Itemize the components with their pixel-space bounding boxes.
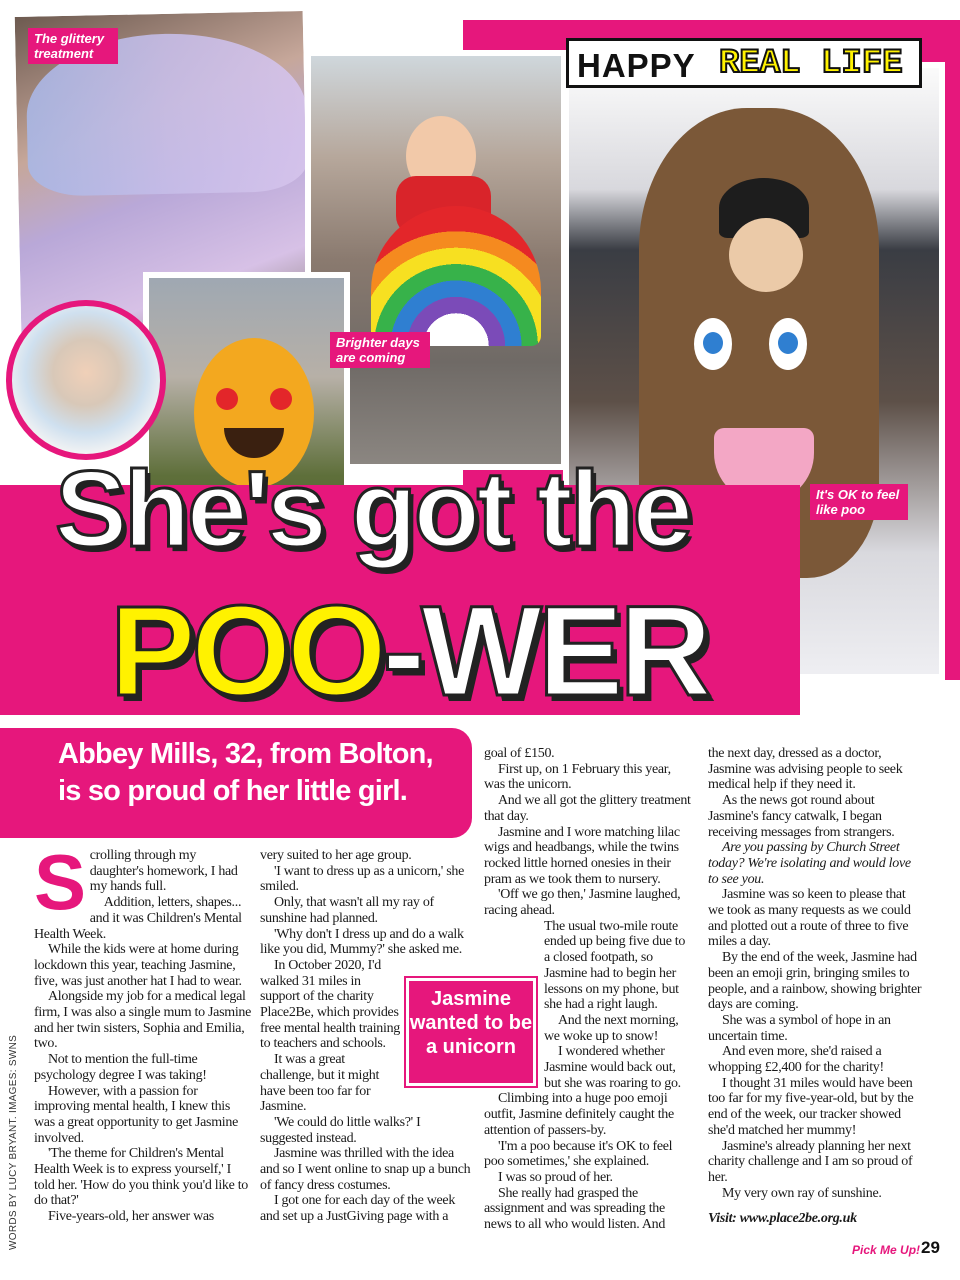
paragraph: I wondered whether Jasmine would back out, but she was roaring to go.	[544, 1044, 681, 1091]
paragraph: And we all got the glittery treatment that day.	[484, 793, 691, 824]
paragraph: And the next morning, we woke up to snow!	[544, 1012, 679, 1044]
body-column-3	[484, 746, 694, 1233]
paragraph: By the end of the week, Jasmine had been an emoji grin, bringing smiles to people, and a rainbow, showing brighter days are coming.	[708, 950, 922, 1013]
rainbow-costume-shape	[371, 206, 541, 346]
paragraph: I thought 31 miles would have been too far for my five-year-old, but by the end of the week, our tracker showed she'd matched her mummy!	[708, 1075, 914, 1138]
caption-glittery: The glittery treatment	[28, 28, 118, 64]
paragraph: I got one for each day of the week and set up a JustGiving page with a	[260, 1193, 456, 1225]
paragraph: Jasmine was so keen to please that we took as many requests as we could and plotted out a route of three to five miles a day.	[708, 887, 911, 950]
paragraph: the next day, dressed as a doctor, Jasmine was advising people to seek medical help if they need it.	[708, 746, 903, 793]
paragraph: She was a symbol of hope in an uncertain time.	[708, 1012, 891, 1044]
paragraph: As the news got round about Jasmine's fancy catwalk, I began receiving messages from strangers.	[708, 793, 895, 840]
paragraph: I was so proud of her.	[498, 1169, 613, 1185]
body-column-4	[708, 746, 922, 1227]
body-column-1	[34, 838, 252, 1225]
paragraph: goal of £150.	[484, 746, 555, 761]
heart-eye-right	[270, 388, 292, 410]
paragraph: 'I'm a poo because it's OK to feel poo sometimes,' she explained.	[484, 1138, 673, 1170]
heart-eye-left	[216, 388, 238, 410]
standfirst-box	[40, 728, 472, 838]
section-banner	[566, 38, 922, 88]
headline-line2	[110, 578, 708, 725]
visit-link[interactable]: Visit: www.place2be.org.uk	[708, 1211, 857, 1227]
quoted-message: Are you passing by Church Street today? We're isolating and would love to see you.	[708, 840, 911, 887]
paragraph: While the kids were at home during lockdown this year, teaching Jasmine, five, was just another hat I had to wear.	[34, 942, 242, 989]
paragraph: 'Why don't I dress up and do a walk like you did, Mummy?' she asked me.	[260, 926, 464, 958]
costume-eye-right	[769, 318, 807, 370]
pull-quote-text: Jasmine wanted to be a unicorn	[409, 988, 533, 1058]
caption-brighter-days: Brighter days are coming	[330, 332, 430, 368]
paragraph: Five-years-old, her answer was	[48, 1209, 214, 1225]
paragraph: First up, on 1 February this year, was the unicorn.	[484, 761, 671, 793]
paragraph: Not to mention the full-time psychology degree I was taking!	[34, 1052, 207, 1083]
paragraph: And even more, she'd raised a whopping £2,400 for the charity!	[708, 1044, 884, 1076]
headline-wer: -WER	[382, 580, 708, 723]
paragraph: She really had grasped the assignment and was spreading the news to all who would listen. And	[484, 1185, 666, 1233]
paragraph: 'I want to dress up as a unicorn,' she smiled.	[260, 863, 464, 895]
banner-happy: HAPPY	[577, 47, 696, 84]
headline-poo: POO	[110, 580, 383, 723]
costume-eye-left	[694, 318, 732, 370]
paragraph: Jasmine's already planning her next charity challenge and I am so proud of her.	[708, 1138, 913, 1185]
paragraph: My very own ray of sunshine.	[722, 1185, 882, 1201]
paragraph: In October 2020, I'd walked 31 miles in support of the charity Place2Be, which provides free mental health training to teachers and schools.	[260, 957, 401, 1052]
paragraph: However, with a passion for improving mental health, I knew this was a great opportunity to get Jasmine involved.	[34, 1083, 238, 1146]
paragraph: Addition, letters, shapes... and it was Children's Mental Health Week.	[34, 895, 242, 942]
paragraph: 'Off we go then,' Jasmine laughed, racing ahead.	[484, 887, 681, 919]
banner-real-life: REAL LIFE	[719, 45, 903, 83]
paragraph: very suited to her age group.	[260, 848, 412, 863]
paragraph: Jasmine and I wore matching lilac wigs and headbangs, while the twins rocked little horned onesies in their pram as we took them to nursery.	[484, 824, 680, 887]
magazine-brand: Pick Me Up!	[852, 1243, 921, 1257]
photo-doctor-circle	[6, 300, 166, 460]
child-face-shape	[729, 218, 803, 292]
paragraph: Scrolling through my daughter's homework, I had my hands full.	[34, 838, 238, 926]
page-number: 29	[921, 1238, 940, 1257]
paragraph: Only, that wasn't all my ray of sunshine had planned.	[260, 895, 434, 926]
paragraph: 'We could do little walks?' I suggested instead.	[260, 1114, 421, 1146]
paragraph: Jasmine was thrilled with the idea and so I went online to snap up a bunch of fancy dress costumes.	[260, 1146, 471, 1193]
paragraph: Climbing into a huge poo emoji outfit, Jasmine definitely caught the attention of passers-by.	[484, 1091, 674, 1138]
paragraph: Alongside my job for a medical legal firm, I was also a single mum to Jasmine and her twin sisters, Sophia and Emilia, two.	[34, 989, 252, 1052]
photo-credit: WORDS BY LUCY BRYANT. IMAGES: SWNS	[8, 1034, 19, 1250]
paragraph: It was a great challenge, but it might have been too far for Jasmine.	[260, 1052, 380, 1115]
paragraph: The usual two-mile route ended up being five due to a closed footpath, so Jasmine had to begin her lessons on my phone, but she had a right laugh.	[544, 918, 686, 1013]
paragraph: 'The theme for Children's Mental Health Week is to express yourself,' I told her. 'How do you think you'd like to do that?'	[34, 1146, 249, 1209]
headline-line1: She's got the	[55, 448, 690, 569]
standfirst-text: Abbey Mills, 32, from Bolton, is so proud of her little girl.	[58, 738, 433, 807]
caption-ok-poo: It's OK to feel like poo	[810, 484, 908, 520]
drop-cap: S	[34, 838, 86, 926]
